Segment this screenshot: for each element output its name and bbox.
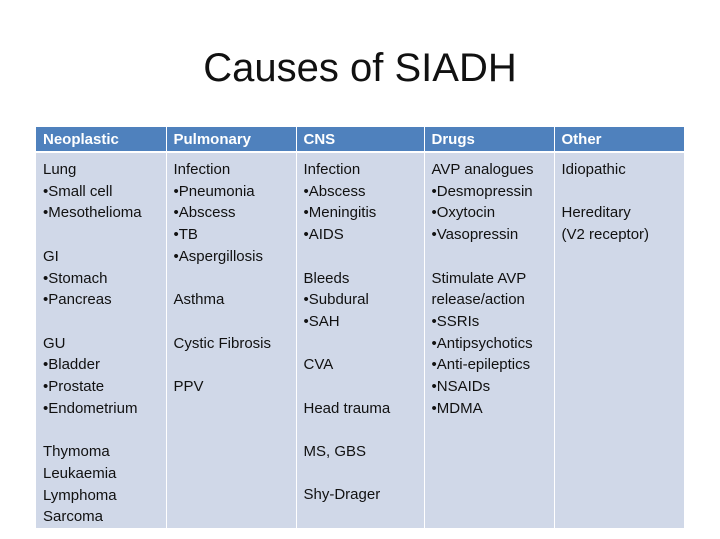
list-item: Lung: [43, 161, 77, 178]
list-item: •Abscess: [303, 182, 366, 200]
list-item: •Desmopressin: [431, 182, 533, 200]
blank-line: [174, 311, 292, 333]
list-item: •Pancreas: [43, 291, 112, 309]
list-item: Sarcoma: [43, 508, 104, 526]
list-item: •TB: [173, 226, 198, 244]
table-body-row: [36, 152, 684, 528]
cell-neoplastic: [36, 152, 166, 528]
table-header-row: [36, 127, 684, 152]
list-item: •Aspergillosis: [173, 247, 263, 265]
list-item: •MDMA: [431, 399, 483, 417]
list-item: Hereditary: [561, 204, 631, 222]
list-item: •Antipsychotics: [431, 334, 533, 352]
list-item: •AIDS: [303, 226, 344, 244]
header-drugs: Drugs: [424, 127, 554, 152]
list-item: •Abscess: [173, 204, 236, 222]
slide-title: Causes of SIADH: [203, 46, 517, 90]
list-item: CVA: [303, 356, 334, 374]
blank-line: [43, 224, 162, 246]
list-item: GU: [43, 334, 66, 352]
cell-cns: [296, 152, 424, 528]
blank-line: [174, 268, 292, 290]
blank-line: [432, 246, 550, 268]
list-item: Lymphoma: [43, 486, 117, 504]
list-item: •Mesothelioma: [43, 204, 142, 222]
list-item: •Vasopressin: [431, 226, 519, 244]
list-item: •Prostate: [43, 378, 105, 395]
blank-line: [562, 181, 681, 203]
header-pulmonary: Pulmonary: [166, 127, 296, 152]
list-item: GI: [43, 247, 59, 265]
cell-pulmonary: [166, 152, 296, 528]
blank-line: [304, 333, 420, 355]
header-other: Other: [554, 127, 684, 152]
cell-other: [554, 152, 684, 528]
list-item: Bleeds: [303, 269, 350, 287]
blank-line: [43, 419, 162, 441]
list-item: Idiopathic: [561, 161, 626, 178]
list-item: release/action: [431, 291, 525, 309]
list-item: •Pneumonia: [173, 182, 255, 200]
list-item: PPV: [173, 377, 204, 395]
list-item: AVP analogues: [431, 161, 534, 178]
blank-line: [304, 376, 420, 398]
list-item: •Anti-epileptics: [431, 356, 531, 374]
list-item: Shy-Drager: [303, 486, 381, 504]
list-item: Cystic Fibrosis: [173, 334, 272, 352]
blank-line: [174, 354, 292, 376]
header-neoplastic: Neoplastic: [36, 127, 166, 152]
list-item: •SAH: [303, 312, 340, 330]
list-item: •Endometrium: [43, 399, 138, 417]
list-item: Asthma: [173, 291, 225, 309]
list-item: Leukaemia: [43, 464, 117, 482]
blank-line: [304, 419, 420, 441]
list-item: •Bladder: [43, 356, 100, 374]
list-item: •Subdural: [303, 291, 369, 309]
list-item: •SSRIs: [431, 312, 480, 330]
list-item: Thymoma: [43, 443, 110, 461]
list-item: (V2 receptor): [561, 226, 650, 244]
causes-table: [36, 127, 684, 528]
list-item: •Small cell: [43, 182, 113, 200]
list-item: MS, GBS: [303, 443, 367, 461]
list-item: •Meningitis: [303, 204, 377, 222]
list-item: Head trauma: [303, 399, 391, 417]
blank-line: [304, 463, 420, 485]
list-item: Infection: [303, 161, 361, 178]
list-item: •NSAIDs: [431, 378, 491, 396]
list-item: •Stomach: [43, 269, 108, 287]
cell-drugs: [424, 152, 554, 528]
header-cns: CNS: [296, 127, 424, 152]
list-item: Infection: [173, 161, 231, 178]
list-item: Stimulate AVP: [431, 269, 527, 287]
list-item: •Oxytocin: [431, 204, 496, 222]
blank-line: [304, 246, 420, 268]
blank-line: [43, 311, 162, 333]
